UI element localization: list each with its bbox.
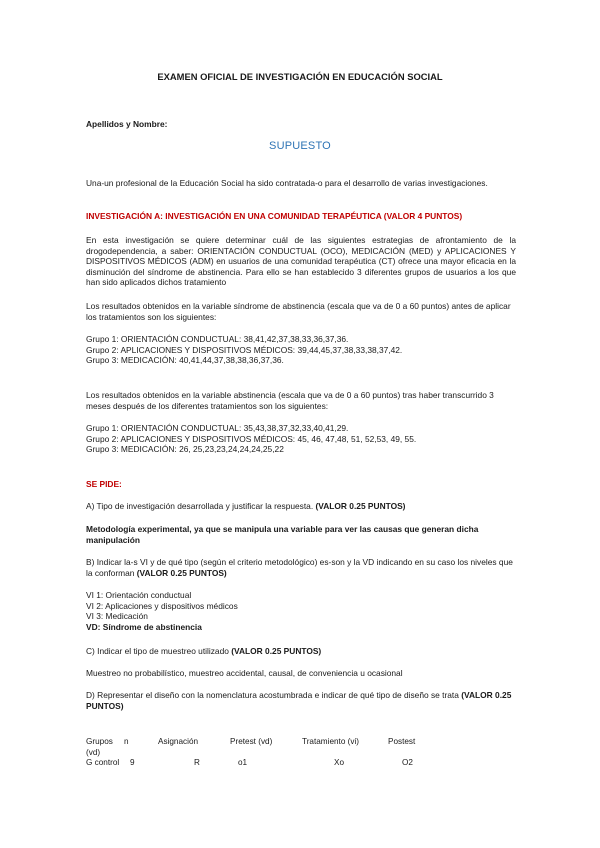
answer-a: Metodología experimental, ya que se manipula una variable para ver las causas que generan dicha manipulación [86,524,479,545]
header-pretest: Pretest (vd) [230,737,273,746]
cell-n: 9 [130,758,135,768]
answer-b-item: VI 1: Orientación conductual [86,590,192,600]
header-grupos-text: Grupos [86,737,113,746]
question-d-text: D) Representar el diseño con la nomenclatura acostumbrada e indicar de qué tipo de diseño se trata [86,690,462,700]
investigation-heading: INVESTIGACIÓN A: INVESTIGACIÓN EN UNA COMUNIDAD TERAPÉUTICA (VALOR 4 PUNTOS) [86,211,463,221]
posttest-group-1: Grupo 1: ORIENTACIÓN CONDUCTUAL: 35,43,38,37,32,33,40,41,29. [86,423,349,433]
question-c-text: C) Indicar el tipo de muestreo utilizado [86,646,232,656]
question-b [86,557,516,578]
pretest-group-3: Grupo 3: MEDICACIÓN: 40,41,44,37,38,38,36,37,36. [86,355,284,366]
pretest-intro: Los resultados obtenidos en la variable síndrome de abstinencia (escala que va de 0 a 60 puntos) antes de aplicar los tratamientos son los siguientes: [86,301,511,322]
question-a [86,501,516,512]
question-b-value: (VALOR 0.25 PUNTOS) [136,567,227,578]
header-grupos-sub: (vd) [86,747,101,757]
header-postest: Postest [388,737,416,746]
answer-b-list [86,590,516,632]
cell-asignacion: R [194,758,200,768]
cell-postest: O2 [402,758,413,768]
posttest-group-2: Grupo 2: APLICACIONES Y DISPOSITIVOS MÉDICOS: 45, 46, 47,48, 51, 52,53, 49, 55. [86,433,417,444]
question-c-value: (VALOR 0.25 PUNTOS) [231,646,322,656]
posttest-group-3: Grupo 3: MEDICACIÓN: 26, 25,23,23,24,24,24,25,22 [86,444,284,455]
pretest-group-1: Grupo 1: ORIENTACIÓN CONDUCTUAL: 38,41,42,37,38,33,36,37,36. [86,334,349,344]
page-title: EXAMEN OFICIAL DE INVESTIGACIÓN EN EDUCACIÓN SOCIAL [157,71,443,82]
answer-c: Muestreo no probabilístico, muestreo accidental, causal, de conveniencia u ocasional [86,668,403,678]
header-n: n [124,737,129,746]
cell-tratamiento: Xo [334,758,345,768]
header-tratamiento: Tratamiento (vi) [302,737,360,746]
header-asignacion: Asignación [158,737,199,746]
pretest-group-2: Grupo 2: APLICACIONES Y DISPOSITIVOS MÉDICOS: 39,44,45,37,38,33,38,37,42. [86,344,403,355]
posttest-intro: Los resultados obtenidos en la variable abstinencia (escala que va de 0 a 60 puntos) tras haber transcurrido 3 meses después de los diferentes tratamientos son los siguientes: [86,390,494,411]
supuesto-heading: SUPUESTO [269,140,331,152]
se-pide-heading: SE PIDE: [86,479,122,489]
answer-b-item: VI 3: Medicación [86,611,148,622]
question-d [86,690,516,711]
cell-grupo: G control [86,758,120,768]
pretest-groups [86,334,516,366]
intro-paragraph: Una-un profesional de la Educación Social ha sido contratada-o para el desarrollo de varias investigaciones. [86,178,488,188]
design-table [86,737,516,769]
design-table-header [86,737,516,758]
header-grupos [86,737,124,758]
posttest-groups [86,423,516,455]
answer-b-item: VD: Síndrome de abstinencia [86,621,202,632]
cell-pretest: o1 [238,758,248,768]
question-a-text: A) Tipo de investigación desarrollada y justificar la respuesta. [86,501,316,511]
investigation-paragraph: En esta investigación se quiere determinar cuál de las siguientes estrategias de afrontamiento de la drogodependencia, a saber: ORIENTACIÓN CONDUCTUAL (OCO), MEDICACIÓN (MED) y APLICACIONES Y DISPOSITIVOS MÉDICOS (ADM) en usuarios de una comunidad terapéutica (CT) ofrece una mayor eficacia en la disminución del síndrome de abstinencia. Para ello se han establecido 3 diferentes grupos de usuarios a los que han sido aplicados dichos tratamiento [86,235,516,288]
question-d-value: (VALOR 0.25 PUNTOS) [86,690,512,711]
question-a-value: (VALOR 0.25 PUNTOS) [315,501,406,511]
answer-b-item: VI 2: Aplicaciones y dispositivos médicos [86,600,238,611]
question-b-text: B) Indicar la-s VI y de qué tipo (según el criterio metodológico) es-son y la VD indicando en su caso los niveles que la conforman [86,557,513,578]
table-row [86,758,516,769]
question-c [86,646,516,657]
name-label: Apellidos y Nombre: [86,119,168,129]
